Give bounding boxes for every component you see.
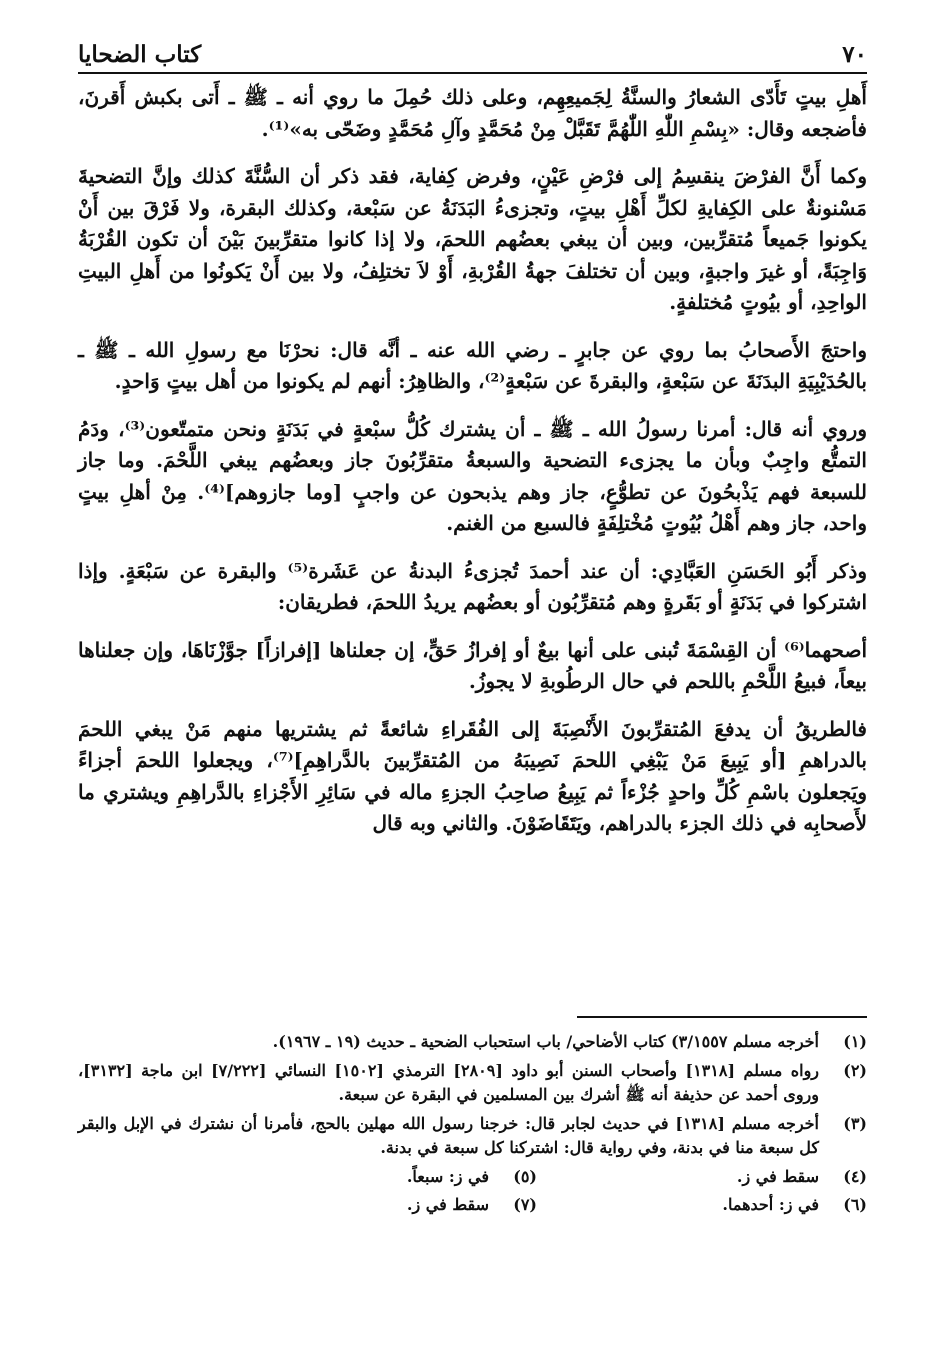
paragraph-6 [78, 635, 867, 698]
page-header [78, 28, 867, 74]
footnote-5 [207, 1165, 537, 1190]
footnote-number: (١) [843, 1032, 867, 1051]
footnote-text: أخرجه مسلم [١٣١٨] في حديث لجابر قال: خرجنا رسول الله مهلين بالحج، فأمرنا أن نشترك في الإبل والبقر كل سبعة منا في بدنة، وفي رواية قال: اشتركنا كل سبعة في بدنة. [78, 1113, 820, 1157]
footnote-4 [537, 1165, 867, 1190]
footnote-pair-6-7 [78, 1193, 867, 1218]
footnote-text: سقط في ز. [736, 1166, 819, 1186]
footnote-number: (٣) [843, 1113, 867, 1133]
footnote-text: في ز: أحدهما. [722, 1195, 819, 1214]
footnote-number: (٢) [843, 1060, 867, 1080]
paragraph-5: وذكر أَبُو الحَسَنِ العَبَّادِي: أن عند أحمدَ تُجزىءُ البدنةُ عن عَشَرة⁽⁵⁾ والبقرة عن سَبْعَةٍ. وإذا اشتركوا في بَدَنَةٍ أو بَقَرةٍ وهم مُتقرِّبُون أو بعضُهم يريدُ اللحمَ، فطريقان: [78, 558, 868, 614]
paragraph-3: واحتجَ الأَصحابُ بما روي عن جابرٍ ـ رضي الله عنه ـ أنَّه قال: نحرْنَا مع رسولِ الله ـ ﷺ ـ بالحُدَيْبِيَةِ البدَنَةَ عن سَبْعةٍ، والبقرةَ عن سَبْعةٍ⁽²⁾، والظاهِرُ: أنهم لم يكونوا من أهل بيتٍ وَاحدٍ. [78, 337, 867, 393]
footnote-3 [78, 1112, 867, 1161]
main-text [78, 82, 867, 856]
footnotes [78, 1030, 867, 1222]
footnote-1 [78, 1030, 867, 1055]
footnote-number: (٤) [843, 1166, 867, 1186]
footnote-text: أخرجه مسلم ٣/١٥٥٧) كتاب الأضاحي/ باب استحباب الضحية ـ حديث (١٩ ـ ١٩٦٧). [272, 1032, 819, 1051]
paragraph-7: فالطريقُ أن يدفعَ المُتقرِّبونَ الأَنْصِبَةَ إلى الفُقَراءِ شائعةً ثم يشتريها منهم مَنْ يبغي اللحمَ بالدراهمِ [أو يَبِيعَ مَنْ يَبْغِي اللحمَ نَصِيبَهُ من المُتقرِّبينَ بالدَّراهِمِ]⁽⁷⁾، ويجعلوا اللحمَ أجزاءً ويَجعلون باسْمِ كُلِّ واحدٍ جُزْءاً ثم يَبِيعُ صاحِبُ الجزءِ ماله في سَائِرِ الأَجْزاءِ بالدَّراهِمِ ويشتري ما لأَصحابِه في ذلك الجزء بالدراهم، ويَتَقَاضَوْنَ. والثاني وبه قال [78, 716, 867, 835]
paragraph-2: وكما أَنَّ الفرْضَ ينقسِمُ إلى فرْضِ عَيْنٍ، وفرض كِفاية، فقد ذكر أن السُّنَّةَ كذلك وإنَّ التضحيةَ مَسْنونةٌ على الكِفايةِ لكلِّ أَهْلِ بيتٍ، وتجزىءُ البَدَنَةُ عن سَبْعة، وكذلك البقرة، ولا فَرْقَ بين أَنْ يكونوا جَميعاً مُتقرِّبين، وبين أن يبغي بعضُهم اللحمَ، ولا إذا كانوا متقرِّبينَ بَيْنَ أن تكون القُرْبَةُ وَاجِبَةً، أو غيرَ واجبةٍ، وبين أن تختلفَ جهةُ القُرْبةِ، أَوْ لاَ تختلِفُ، ولا بين أَنْ يَكونُوا من أَهلِ البيتِ الواحِدِ، أو بيُوتٍ مُختلفةٍ. [78, 164, 867, 314]
lead-word: أصحهما⁽⁶⁾ [783, 637, 867, 662]
paragraph-4: وروي أنه قال: أمرنا رسولُ الله ـ ﷺ ـ أن يشترك كُلُّ سبْعةٍ في بَدَنَةٍ ونحن متمتّعون⁽³⁾، ودَمُ التمتُّع واجِبٌ وبأن ما يجزىء التضحية والسبعةُ متقرِّبُونَ جاز وبعضُهم يبغي اللَّحْمَ. وما جاز للسبعة فهم يَذْبحُونَ عن تطوُّعٍ، جاز وهم يذبحون عن واجبٍ [وما جازوهم]⁽⁴⁾. مِنْ أهلِ بيتٍ واحد، جاز وهم أَهْلُ بُيُوتٍ مُخْتلِفَةٍ فالسبع من الغنم. [78, 416, 867, 535]
footnote-text: في ز: سبعاً. [406, 1166, 489, 1186]
footnote-number: (٧) [513, 1195, 537, 1214]
paragraph-6-text: أن القِسْمَةَ تُبنى على أنها بيعٌ أو إفرازُ حَقٍّ، إن جعلناها [إفرازاً] جوَّزْنَاهَا، وإن جعلناها بيعاً، فبيعُ اللَّحْمِ باللحم في حال الرطُوبةِ لا يجوزُ. [78, 637, 867, 693]
footnote-2 [78, 1059, 867, 1108]
paragraph-1: أَهلِ بيتٍ تَأَدّى الشعارُ والسنَّةُ لِجَميعِهِم، وعلى ذلك حُمِلَ ما روي أنه ـ ﷺ ـ أَتى بكبش أَقرنَ، فأضجعه وقال: «بِسْمِ اللّٰهِ اللّٰهُمَّ تَقَبَّلْ مِنْ مُحَمَّدٍ وآلِ مُحَمَّدٍ وضَحّى به»⁽¹⁾. [78, 85, 867, 141]
footnote-text: سقط في ز. [406, 1195, 489, 1214]
footnote-text: رواه مسلم [١٣١٨] وأصحاب السنن أبو داود [٢٨٠٩] الترمذي [١٥٠٢] النسائي [٧/٢٢٢] ابن ماجة [٣١٣٢]، وروى أحمد عن حذيفة أنه ﷺ أشرك بين المسلمين في البقرة عن سبعة. [78, 1060, 820, 1104]
footnote-number: (٦) [843, 1195, 867, 1214]
footnote-divider [577, 1016, 867, 1018]
book-title: كتاب الضحايا [78, 41, 202, 68]
footnote-pair-4-5 [78, 1165, 867, 1190]
footnote-7 [207, 1193, 537, 1218]
footnote-number: (٥) [513, 1166, 537, 1186]
page-number: ٧٠ [842, 41, 867, 68]
footnote-6 [537, 1193, 867, 1218]
